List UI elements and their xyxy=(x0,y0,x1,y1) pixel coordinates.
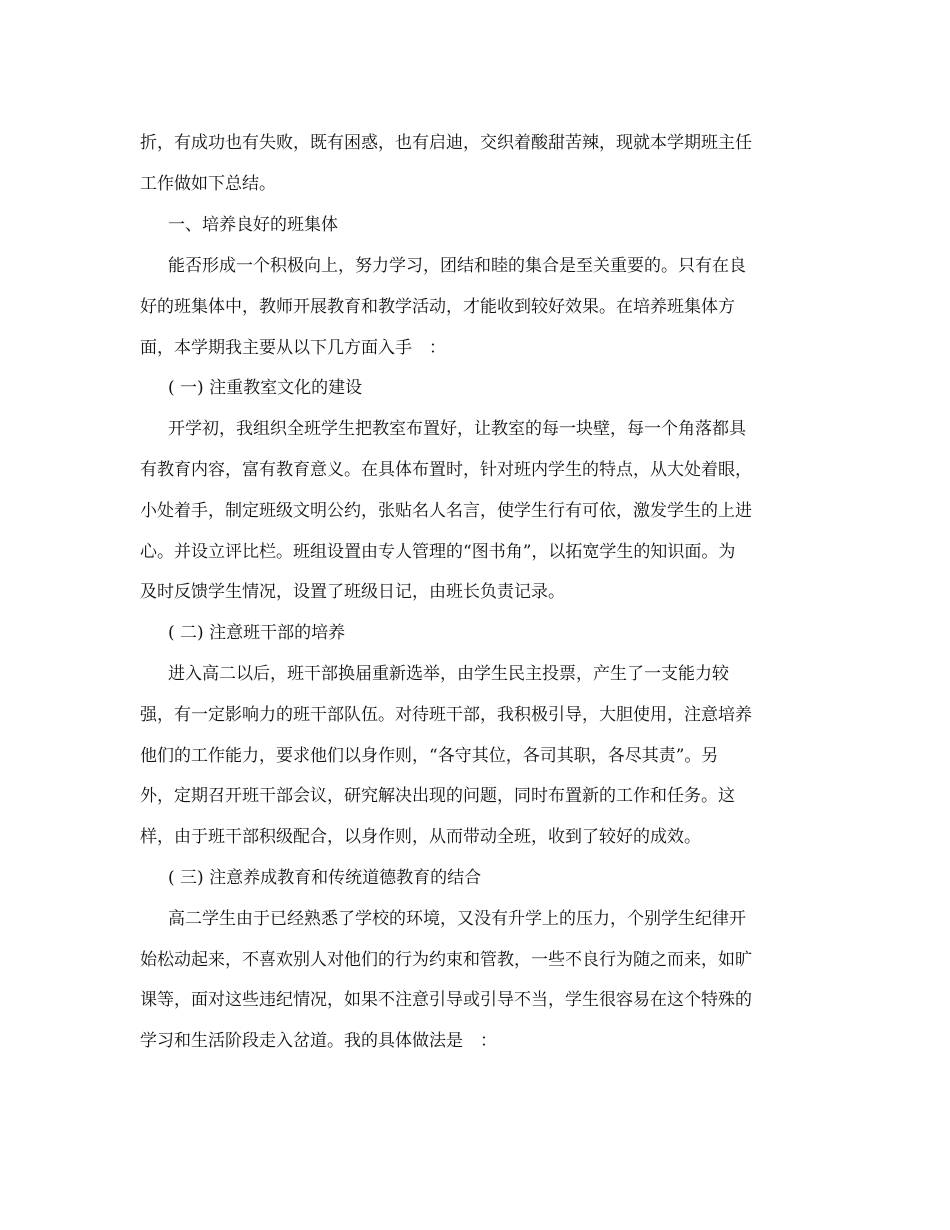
paragraph-line: 始松动起来，不喜欢别人对他们的行为约束和管教，一些不良行为随之而来，如旷 xyxy=(140,950,752,970)
paragraph-line: 工作做如下总结。 xyxy=(140,174,276,194)
paragraph-line: 强，有一定影响力的班干部队伍。对待班干部，我积极引导，大胆使用，注意培养 xyxy=(140,705,752,725)
paragraph-line: 学习和生活阶段走入岔道。我的具体做法是 ： xyxy=(140,1031,497,1051)
paragraph-line: 好的班集体中，教师开展教育和教学活动，才能收到较好效果。在培养班集体方 xyxy=(140,297,735,317)
paragraph-line: 课等，面对这些违纪情况，如果不注意引导或引导不当，学生很容易在这个特殊的 xyxy=(140,990,752,1010)
subsection-heading: ( 二) 注意班干部的培养 xyxy=(168,623,346,643)
paragraph-line: 小处着手，制定班级文明公约，张贴名人名言，使学生行有可依，激发学生的上进 xyxy=(140,501,752,521)
paragraph-line: 高二学生由于已经熟悉了学校的环境，又没有升学上的压力，个别学生纪律开 xyxy=(168,909,746,929)
paragraph-line: 外，定期召开班干部会议，研究解决出现的问题，同时布置新的工作和任务。这 xyxy=(140,786,735,806)
paragraph-line: 折，有成功也有失败，既有困惑，也有启迪，交织着酸甜苦辣，现就本学期班主任 xyxy=(140,133,752,153)
paragraph-line: 能否形成一个积极向上，努力学习，团结和睦的集合是至关重要的。只有在良 xyxy=(168,256,746,276)
paragraph-line: 面，本学期我主要从以下几方面入手 ： xyxy=(140,338,446,358)
subsection-heading: ( 一) 注重教室文化的建设 xyxy=(168,378,363,398)
paragraph-line: 开学初，我组织全班学生把教室布置好，让教室的每一块壁，每一个角落都具 xyxy=(168,419,746,439)
section-heading: 一、培养良好的班集体 xyxy=(168,215,338,235)
paragraph-line: 样，由于班干部积级配合，以身作则，从而带动全班，收到了较好的成效。 xyxy=(140,827,701,847)
paragraph-line: 心。并设立评比栏。班组设置由专人管理的“图书角”，以拓宽学生的知识面。为 xyxy=(140,542,736,562)
paragraph-line: 进入高二以后，班干部换届重新选举，由学生民主投票，产生了一支能力较 xyxy=(168,664,729,684)
paragraph-line: 有教育内容，富有教育意义。在具体布置时，针对班内学生的特点，从大处着眼， xyxy=(140,460,752,480)
paragraph-line: 及时反馈学生情况，设置了班级日记，由班长负责记录。 xyxy=(140,582,565,602)
subsection-heading: ( 三) 注意养成教育和传统道德教育的结合 xyxy=(168,868,482,888)
paragraph-line: 他们的工作能力，要求他们以身作则，“各守其位，各司其职，各尽其责”。另 xyxy=(140,746,719,766)
